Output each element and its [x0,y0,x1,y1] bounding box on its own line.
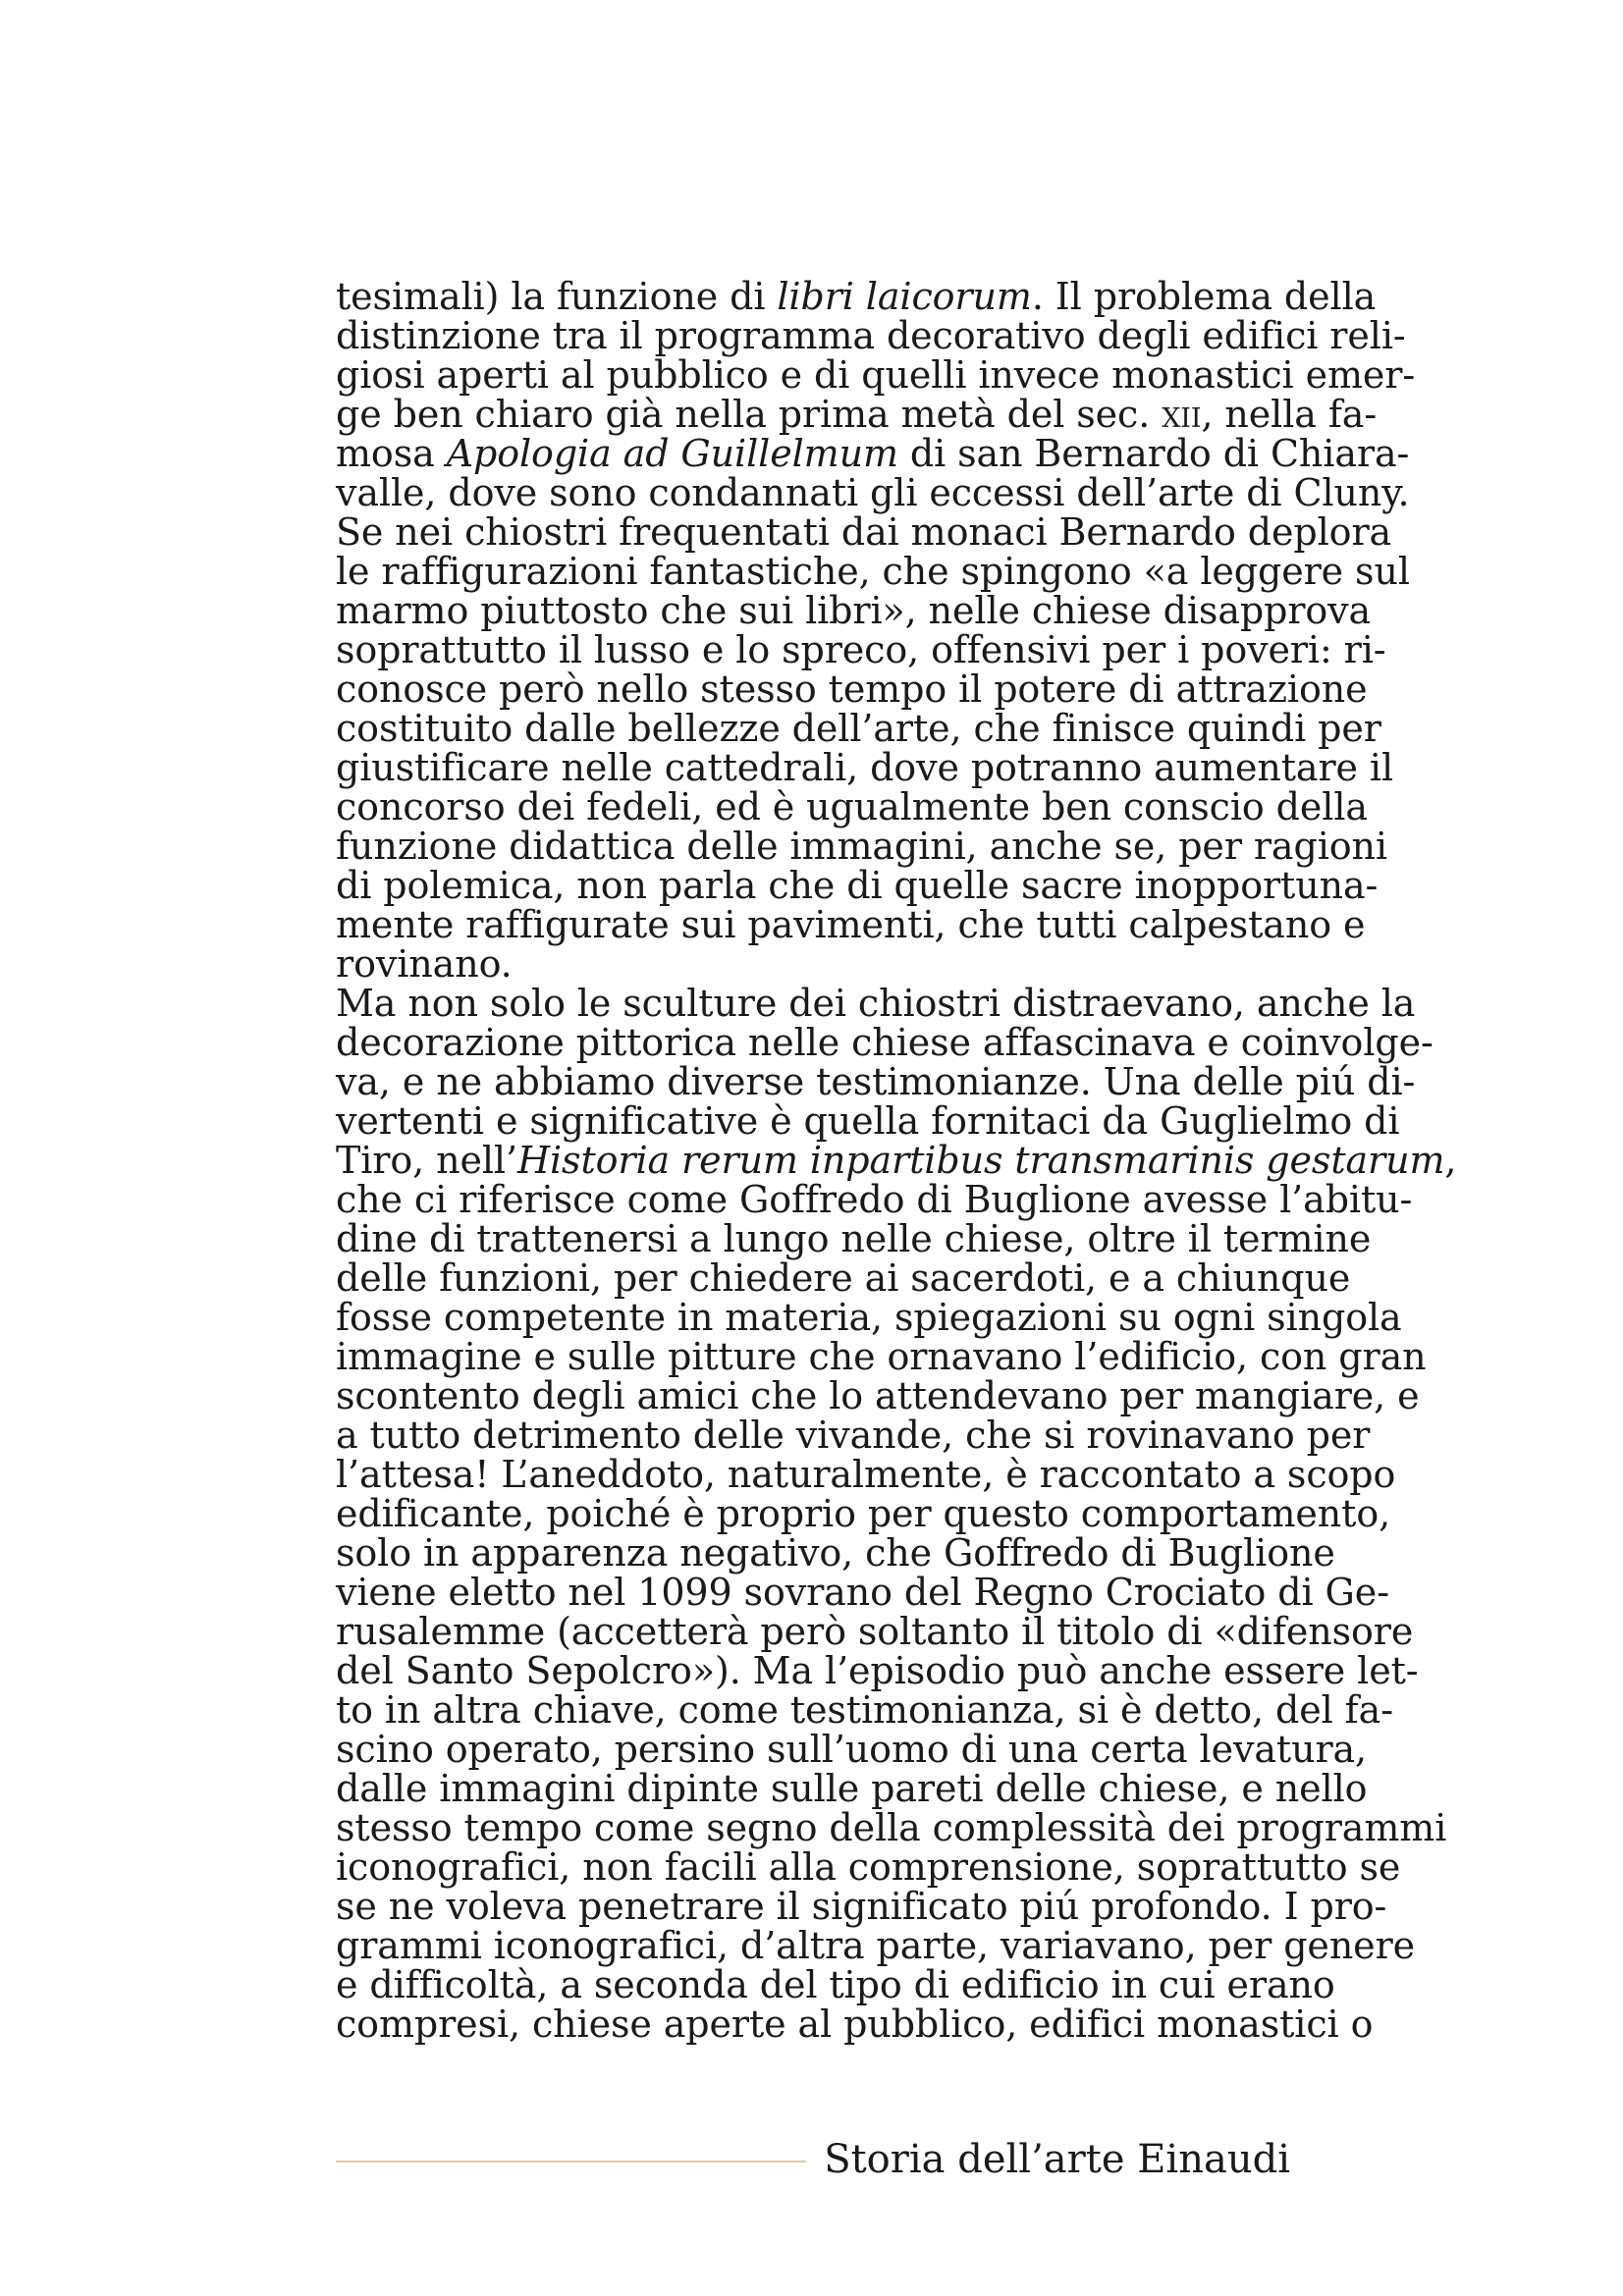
text-line [336,510,1392,554]
text-line [336,1963,1335,2006]
text-line [336,746,1394,789]
text-run: . Il problema della [1031,275,1377,318]
italic-title: libri laicorum [777,275,1032,318]
text-run: Tiro, nell’ [336,1139,517,1182]
text-line [336,1099,1400,1143]
text-line [336,1728,1368,1771]
text-run: dine di trattenersi a lungo nelle chiese, oltre il termine [336,1217,1372,1260]
text-line [336,2002,1374,2046]
text-run: tesimali) la funzione di [336,275,778,318]
text-run: va, e ne abbiamo diverse testimonianze. Una delle piú di- [336,1060,1416,1103]
text-run: valle, dove sono condannati gli eccessi dell’arte di Cluny. [336,471,1410,514]
text-run: Se nei chiostri frequentati dai monaci Bernardo deplora [336,510,1392,554]
text-line [336,1885,1387,1928]
text-run: l’attesa! L’aneddoto, naturalmente, è raccontato a scopo [336,1453,1396,1496]
text-run: , [1444,1139,1457,1182]
text-run: vertenti e significative è quella fornitaci da Guglielmo di [336,1099,1400,1143]
text-run: concorso dei fedeli, ed è ugualmente ben conscio della [336,785,1368,828]
text-line [336,1767,1368,1810]
text-line [336,1256,1351,1300]
text-run: , nella fa- [1201,393,1378,436]
text-run: mosa [336,432,447,475]
italic-title: Historia rerum inpartibus transmarinis gestarum [516,1139,1445,1182]
text-line [336,785,1368,828]
text-run: giosi aperti al pubblico e di quelli invece monastici emer- [336,353,1416,397]
text-run: di san Bernardo di Chiara- [897,432,1410,475]
text-line [336,550,1410,593]
text-run: ge ben chiaro già nella prima metà del sec. [336,393,1163,436]
text-line [336,353,1416,397]
text-run: fosse competente in materia, spiegazioni su ogni singola [336,1296,1402,1339]
text-line [336,1924,1416,1967]
text-line [336,1531,1335,1575]
text-run: di polemica, non parla che di quelle sacre inopportuna- [336,864,1379,907]
text-run: che ci riferisce come Goffredo di Buglione avesse l’abitu- [336,1178,1413,1221]
text-run: marmo piuttosto che sui libri», nelle chiese disapprova [336,589,1372,632]
text-run: compresi, chiese aperte al pubblico, edifici monastici o [336,2002,1374,2046]
text-run: iconografici, non facili alla comprensione, soprattutto se [336,1845,1401,1889]
text-run: dalle immagini dipinte sulle pareti delle chiese, e nello [336,1767,1368,1810]
text-run: Ma non solo le sculture dei chiostri distraevano, anche la [336,982,1416,1025]
text-run: mente raffigurate sui pavimenti, che tutti calpestano e [336,903,1366,946]
text-line [336,1139,1457,1182]
text-line [336,1060,1416,1103]
body-text [336,275,1457,2046]
text-line [336,1649,1419,1692]
footer-title: Storia dell’arte Einaudi [824,2137,1290,2182]
text-line [336,903,1366,946]
text-run: funzione didattica delle immagini, anche se, per ragioni [336,825,1387,868]
text-run: to in altra chiave, come testimonianza, si è detto, del fa- [336,1688,1393,1732]
text-run: giustificare nelle cattedrali, dove potranno aumentare il [336,746,1394,789]
text-line [336,1610,1414,1653]
text-line [336,1453,1396,1496]
text-line [336,471,1410,514]
text-run: immagine e sulle pitture che ornavano l’edificio, con gran [336,1335,1427,1378]
text-run: le raffigurazioni fantastiche, che spingono «a leggere sul [336,550,1410,593]
text-run: distinzione tra il programma decorativo degli edifici reli- [336,314,1406,357]
text-run: rusalemme (accetterà però soltanto il titolo di «difensore [336,1610,1414,1653]
text-run: edificante, poiché è proprio per questo comportamento, [336,1492,1391,1535]
running-footer [336,2135,1290,2184]
text-line [336,589,1372,632]
text-run: stesso tempo come segno della complessità dei programmi [336,1806,1447,1849]
text-line [336,1335,1427,1378]
text-line [336,825,1387,868]
italic-title: Apologia ad Guillelmum [446,432,898,475]
text-line [336,628,1386,671]
text-run: conosce però nello stesso tempo il potere di attrazione [336,667,1368,711]
text-line [336,1414,1371,1457]
text-line [336,1217,1372,1260]
roman-numeral: xii [1162,393,1202,436]
text-line [336,432,1410,475]
text-run: se ne voleva penetrare il significato piú profondo. I pro- [336,1885,1387,1928]
text-line [336,982,1416,1025]
text-run: delle funzioni, per chiedere ai sacerdoti, e a chiunque [336,1256,1351,1300]
text-line [336,1806,1447,1849]
text-run: scino operato, persino sull’uomo di una certa levatura, [336,1728,1368,1771]
text-line [336,1021,1434,1064]
footer-rule [336,2161,806,2163]
text-line [336,864,1379,907]
text-run: del Santo Sepolcro»). Ma l’episodio può anche essere let- [336,1649,1419,1692]
text-line [336,1845,1401,1889]
text-run: rovinano. [336,942,513,986]
text-line [336,393,1378,436]
text-run: e difficoltà, a seconda del tipo di edificio in cui erano [336,1963,1335,2006]
text-line [336,1374,1420,1417]
text-run: solo in apparenza negativo, che Goffredo di Buglione [336,1531,1335,1575]
text-line [336,1571,1389,1614]
text-line [336,944,1288,984]
text-line [336,1296,1402,1339]
text-line [336,275,1377,318]
text-run: soprattutto il lusso e lo spreco, offensivi per i poveri: ri- [336,628,1386,671]
text-line [336,1688,1393,1732]
text-run: scontento degli amici che lo attendevano per mangiare, e [336,1374,1420,1417]
text-run: costituito dalle bellezze dell’arte, che finisce quindi per [336,707,1381,750]
text-run: grammi iconografici, d’altra parte, variavano, per genere [336,1924,1416,1967]
text-run: viene eletto nel 1099 sovrano del Regno Crociato di Ge- [336,1571,1389,1614]
text-run: decorazione pittorica nelle chiese affascinava e coinvolge- [336,1021,1434,1064]
text-line [336,667,1368,711]
text-run: a tutto detrimento delle vivande, che si rovinavano per [336,1414,1371,1457]
text-line [336,1492,1391,1535]
text-line [336,314,1406,357]
text-line [336,1178,1413,1221]
text-line [336,707,1381,750]
